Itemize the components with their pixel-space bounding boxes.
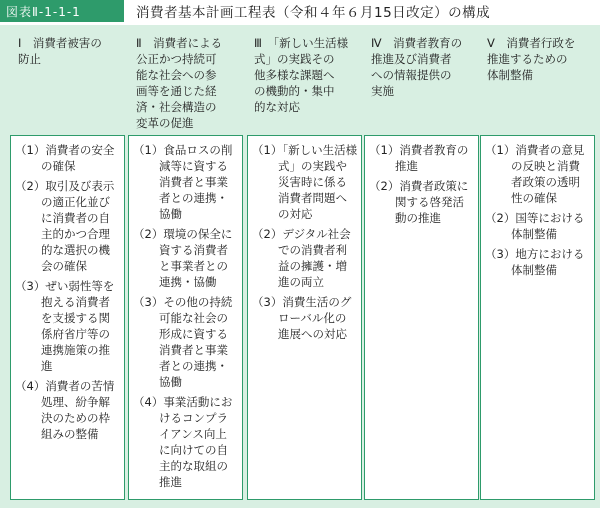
- item-line: （2）取引及び表示: [15, 179, 115, 193]
- list-item: [15, 378, 118, 442]
- list-item: [133, 394, 236, 490]
- heading-line: 防止: [18, 52, 41, 66]
- item-line: に向けての自: [159, 443, 228, 457]
- item-line: （1）消費者の安全: [15, 143, 115, 157]
- item-line: 協働: [159, 375, 182, 389]
- item-line: 決のための枠: [41, 411, 110, 425]
- item-line: 減等に資する: [159, 159, 228, 173]
- column-heading-3: [254, 35, 369, 125]
- item-line: （1）消費者教育の: [369, 143, 469, 157]
- item-line: の反映と消費: [511, 159, 580, 173]
- item-line: の対応: [278, 207, 313, 221]
- item-line: 連携・協働: [159, 275, 217, 289]
- list-item: [15, 278, 118, 374]
- item-line: （2）環境の保全に: [133, 227, 233, 241]
- figure-label: 図表Ⅱ-1-1-1: [0, 0, 124, 22]
- item-line: 協働: [159, 207, 182, 221]
- item-line: 進展への対応: [278, 327, 347, 341]
- item-line: ローバル化の: [278, 311, 347, 325]
- item-line: （3）消費生活のグ: [252, 295, 352, 309]
- item-line: 動の推進: [395, 211, 441, 225]
- item-line: 形成に資する: [159, 327, 228, 341]
- item-line: 消費者問題へ: [278, 191, 347, 205]
- heading-line: 実施: [371, 84, 394, 98]
- list-item: [252, 294, 355, 342]
- item-line: 資する消費者: [159, 243, 228, 257]
- item-line: 抱える消費者: [41, 295, 110, 309]
- column-body-3: [247, 135, 362, 500]
- column-heading-1: [18, 35, 133, 125]
- item-line: に消費者の自: [41, 211, 110, 225]
- heading-line: 推進及び消費者: [371, 52, 452, 66]
- heading-line: 式」の実践その: [254, 52, 335, 66]
- item-line: 進: [41, 359, 53, 373]
- list-item: [133, 294, 236, 390]
- heading-line: 画等を通じた経: [136, 84, 217, 98]
- item-line: （2）消費者政策に: [369, 179, 469, 193]
- item-line: けるコンプラ: [159, 411, 228, 425]
- heading-line: への情報提供の: [371, 68, 452, 82]
- item-line: の確保: [41, 159, 76, 173]
- column-body-4: [364, 135, 479, 500]
- item-line: 的な選択の機: [41, 243, 110, 257]
- item-line: （1）「新しい生活様: [252, 143, 358, 157]
- item-line: 者との連携・: [159, 191, 228, 205]
- heading-line: Ⅲ 「新しい生活様: [254, 36, 349, 50]
- column-heading-4: [371, 35, 486, 125]
- heading-line: Ⅴ 消費者行政を: [487, 36, 576, 50]
- item-line: 主的な取組の: [159, 459, 228, 473]
- item-line: 連携施策の推: [41, 343, 110, 357]
- list-item: [369, 178, 472, 226]
- heading-line: 体制整備: [487, 68, 533, 82]
- column-heading-5: [487, 35, 600, 125]
- item-line: （2）国等における: [485, 211, 585, 225]
- item-line: （1）食品ロスの削: [133, 143, 233, 157]
- item-line: 主的かつ合理: [41, 227, 110, 241]
- item-line: 処理、紛争解: [41, 395, 110, 409]
- heading-line: 公正かつ持続可: [136, 52, 217, 66]
- item-line: 益の擁護・増: [278, 259, 347, 273]
- item-line: 会の確保: [41, 259, 87, 273]
- item-line: 組みの整備: [41, 427, 99, 441]
- item-line: 係府省庁等の: [41, 327, 110, 341]
- list-item: [252, 226, 355, 290]
- column-body-5: [480, 135, 595, 500]
- item-line: 式」の実践や: [278, 159, 347, 173]
- item-line: （3）地方における: [485, 247, 585, 261]
- item-line: 者との連携・: [159, 359, 228, 373]
- item-line: 消費者と事業: [159, 343, 228, 357]
- heading-line: 済・社会構造の: [136, 100, 217, 114]
- list-item: [15, 178, 118, 274]
- item-line: 関する啓発活: [395, 195, 464, 209]
- figure-header: [0, 0, 600, 22]
- item-line: 推進: [159, 475, 182, 489]
- list-item: [485, 246, 588, 278]
- heading-line: 変革の促進: [136, 116, 194, 130]
- list-item: [133, 226, 236, 290]
- item-line: （3）ぜい弱性等を: [15, 279, 115, 293]
- column-body-2: [128, 135, 243, 500]
- item-line: 性の確保: [511, 191, 557, 205]
- heading-line: 他多様な課題へ: [254, 68, 335, 82]
- item-line: と事業者との: [159, 259, 228, 273]
- list-item: [485, 210, 588, 242]
- item-line: 災害時に係る: [278, 175, 347, 189]
- item-line: イアンス向上: [159, 427, 227, 441]
- item-line: 可能な社会の: [159, 311, 228, 325]
- list-item: [485, 142, 588, 206]
- heading-line: 的な対応: [254, 100, 300, 114]
- item-line: での消費者利: [278, 243, 347, 257]
- heading-line: の機動的・集中: [254, 84, 335, 98]
- list-item: [252, 142, 358, 222]
- item-line: 体制整備: [511, 227, 557, 241]
- item-line: の適正化並び: [41, 195, 110, 209]
- item-line: （2）デジタル社会: [252, 227, 351, 241]
- item-line: 者政策の透明: [511, 175, 580, 189]
- item-line: 体制整備: [511, 263, 557, 277]
- list-item: [133, 142, 236, 222]
- column-body-1: [10, 135, 125, 500]
- item-line: 進の両立: [278, 275, 324, 289]
- item-line: （1）消費者の意見: [485, 143, 585, 157]
- item-line: を支援する関: [41, 311, 110, 325]
- item-line: （4）事業活動にお: [133, 395, 233, 409]
- item-line: 推進: [395, 159, 418, 173]
- item-line: （3）その他の持続: [133, 295, 233, 309]
- heading-line: Ⅱ 消費者による: [136, 36, 223, 50]
- list-item: [15, 142, 118, 174]
- heading-line: 推進するための: [487, 52, 568, 66]
- heading-line: Ⅰ 消費者被害の: [18, 36, 102, 50]
- item-line: 消費者と事業: [159, 175, 228, 189]
- heading-line: 能な社会への参: [136, 68, 217, 82]
- figure-title: 消費者基本計画工程表（令和４年６月15日改定）の構成: [136, 5, 491, 21]
- list-item: [369, 142, 472, 174]
- item-line: （4）消費者の苦情: [15, 379, 115, 393]
- heading-line: Ⅳ 消費者教育の: [371, 36, 463, 50]
- column-heading-2: [136, 35, 251, 130]
